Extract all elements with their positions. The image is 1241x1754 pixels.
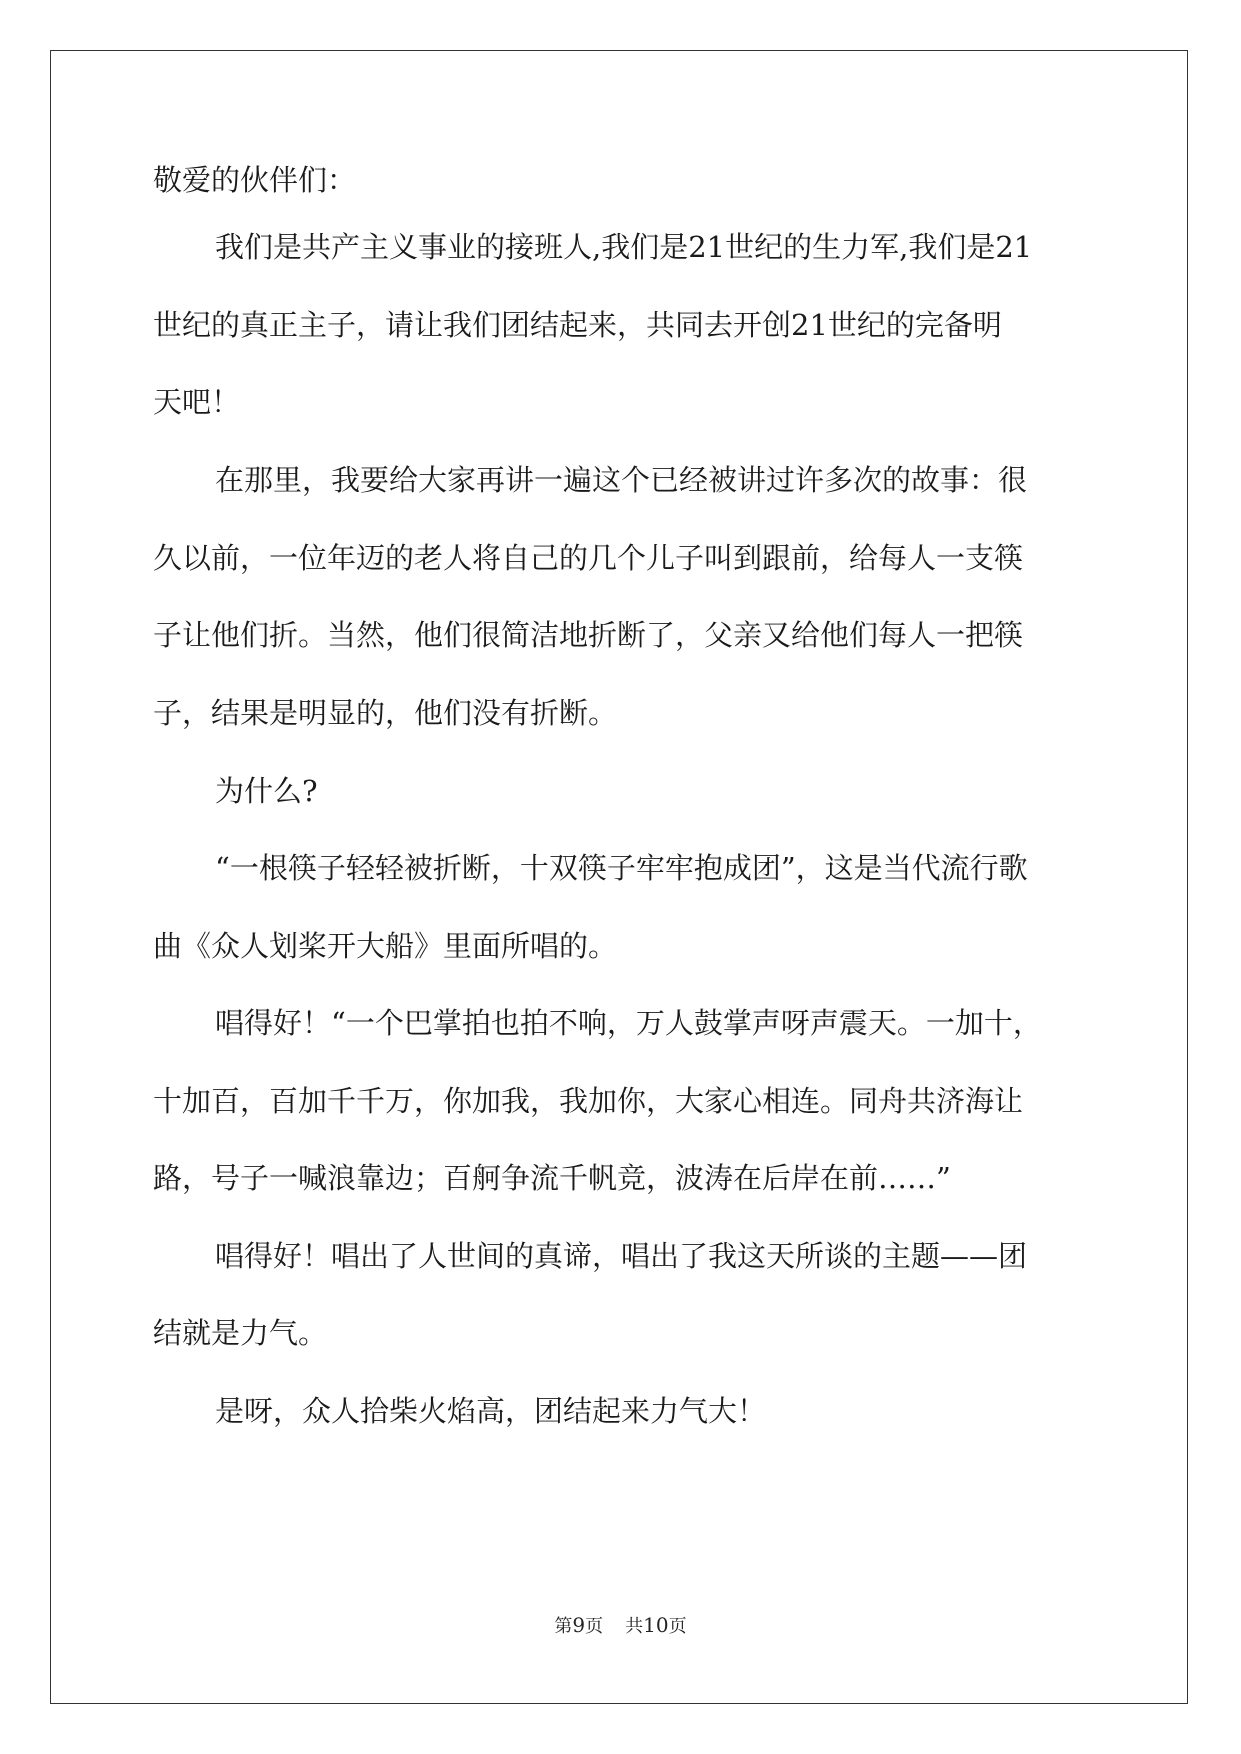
paragraph-5-line-1: 唱得好！“一个巴掌拍也拍不响，万人鼓掌声呀声震天。一加十， [215,1006,1042,1040]
greeting-line: 敬爱的伙伴们： [153,163,357,197]
page-number-suffix: 页 [585,1616,604,1637]
page-number-current: 9 [572,1613,586,1637]
paragraph-4-line-1: “一根筷子轻轻被折断，十双筷子牢牢抱成团”，这是当代流行歌 [215,851,1028,885]
paragraph-5-line-2: 十加百，百加千千万，你加我，我加你，大家心相连。同舟共济海让 [153,1084,1024,1118]
paragraph-1-line-1: 我们是共产主义事业的接班人,我们是21世纪的生力军,我们是21 [215,230,1033,264]
paragraph-5-line-3: 路，号子一喊浪靠边；百舸争流千帆竞，波涛在后岸在前……” [153,1161,951,1195]
paragraph-4-line-2: 曲《众人划桨开大船》里面所唱的。 [153,929,618,963]
paragraph-2-line-1: 在那里，我要给大家再讲一遍这个已经被讲过许多次的故事：很 [215,463,1028,497]
paragraph-3-line-1: 为什么? [215,774,318,808]
paragraph-7-line-1: 是呀，众人拾柴火焰高，团结起来力气大！ [215,1394,767,1428]
paragraph-6-line-1: 唱得好！唱出了人世间的真谛，唱出了我这天所谈的主题——团 [215,1239,1028,1273]
paragraph-2-line-2: 久以前，一位年迈的老人将自己的几个儿子叫到跟前，给每人一支筷 [153,541,1024,575]
paragraph-1-line-3: 天吧！ [153,385,241,419]
paragraph-1-line-2: 世纪的真正主子，请让我们团结起来，共同去开创21世纪的完备明 [153,308,1002,342]
paragraph-6-line-2: 结就是力气。 [153,1316,328,1350]
page-total-prefix: 共 [625,1616,644,1637]
paragraph-2-line-3: 子让他们折。当然，他们很简洁地折断了，父亲又给他们每人一把筷 [153,618,1024,652]
page-footer [0,1613,1241,1639]
page-total-count: 10 [643,1613,669,1637]
paragraph-2-line-4: 子，结果是明显的，他们没有折断。 [153,696,618,730]
page-total-suffix: 页 [668,1616,687,1637]
page-number-prefix: 第 [554,1616,573,1637]
